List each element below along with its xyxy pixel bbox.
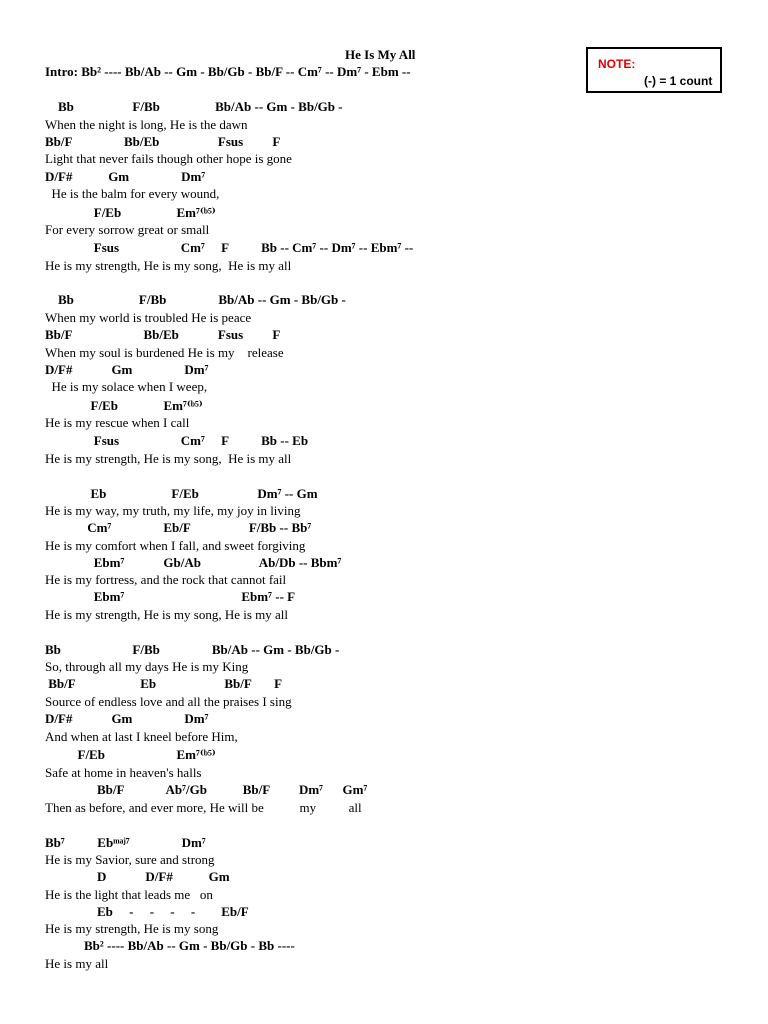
chord-line: D/F# Gm Dm⁷ (45, 169, 206, 184)
chord-line: Bb F/Bb Bb/Ab -- Gm - Bb/Gb - (45, 292, 346, 307)
lyric-line: So, through all my days He is my King (45, 659, 249, 674)
lyric-line: For every sorrow great or small (45, 222, 210, 237)
chord-line: Eb F/Eb Dm⁷ -- Gm (45, 486, 318, 501)
chord-line: Bb⁷ Ebᵐᵃʲ⁷ Dm⁷ (45, 835, 206, 850)
note-label: NOTE: (598, 57, 636, 71)
lyric-line: When my world is troubled He is peace (45, 310, 252, 325)
outro-chords: Bb² ---- Bb/Ab -- Gm - Bb/Gb - Bb ---- (45, 938, 295, 953)
note-box (586, 47, 722, 93)
lyric-line: Safe at home in heaven's halls (45, 765, 202, 780)
lyric-line: He is my way, my truth, my life, my joy in living (45, 503, 301, 518)
chord-line: Bb/F Bb/Eb Fsus F (45, 327, 281, 342)
lyric-line: He is the light that leads me on (45, 887, 213, 902)
chord-line: D D/F# Gm (45, 869, 230, 884)
lyric-line: Then as before, and ever more, He will be my all (45, 800, 362, 815)
chord-line: Eb - - - - Eb/F (45, 904, 249, 919)
intro-chords: Intro: Bb² ---- Bb/Ab -- Gm - Bb/Gb - Bb/F -- Cm⁷ -- Dm⁷ - Ebm -- (45, 64, 411, 79)
chord-line: F/Eb Em⁷⁽ᵇ⁵⁾ (45, 398, 203, 413)
chord-line: Bb/F Bb/Eb Fsus F (45, 134, 281, 149)
chord-line: Bb/F Ab⁷/Gb Bb/F Dm⁷ Gm⁷ (45, 782, 368, 797)
lyric-line: He is my fortress, and the rock that cannot fail (45, 572, 287, 587)
lyric-line: He is my rescue when I call (45, 415, 190, 430)
lyric-line: He is my strength, He is my song, He is my all (45, 607, 289, 622)
chord-line: Bb/F Eb Bb/F F (45, 676, 283, 691)
lyric-line: He is the balm for every wound, (45, 186, 220, 201)
lyric-line: He is my solace when I weep, (45, 379, 208, 394)
chord-line: Cm⁷ Eb/F F/Bb -- Bb⁷ (45, 520, 312, 535)
lyric-line: He is my Savior, sure and strong (45, 852, 215, 867)
chord-line: Bb F/Bb Bb/Ab -- Gm - Bb/Gb - (45, 99, 343, 114)
lyric-line: He is my strength, He is my song, He is my all (45, 451, 292, 466)
chord-line: Fsus Cm⁷ F Bb -- Eb (45, 433, 309, 448)
chord-line: D/F# Gm Dm⁷ (45, 362, 209, 377)
lyric-line: He is my all (45, 956, 109, 971)
chord-line: Fsus Cm⁷ F Bb -- Cm⁷ -- Dm⁷ -- Ebm⁷ -- (45, 240, 414, 255)
chord-line: Bb F/Bb Bb/Ab -- Gm - Bb/Gb - (45, 642, 340, 657)
chord-line: F/Eb Em⁷⁽ᵇ⁵⁾ (45, 747, 216, 762)
chord-line: D/F# Gm Dm⁷ (45, 711, 209, 726)
lyric-line: He is my comfort when I fall, and sweet forgiving (45, 538, 306, 553)
note-text: (-) = 1 count (644, 74, 713, 88)
chord-line: Ebm⁷ Ebm⁷ -- F (45, 589, 296, 604)
lyric-line: When my soul is burdened He is my release (45, 345, 284, 360)
chord-line: F/Eb Em⁷⁽ᵇ⁵⁾ (45, 205, 216, 220)
lyric-line: When the night is long, He is the dawn (45, 117, 248, 132)
lyric-line: Light that never fails though other hope is gone (45, 151, 292, 166)
song-title: He Is My All (345, 47, 416, 62)
lyric-line: And when at last I kneel before Him, (45, 729, 238, 744)
chord-line: Ebm⁷ Gb/Ab Ab/Db -- Bbm⁷ (45, 555, 342, 570)
lyric-line: He is my strength, He is my song, He is my all (45, 258, 292, 273)
lyric-line: Source of endless love and all the praises I sing (45, 694, 292, 709)
lyric-line: He is my strength, He is my song (45, 921, 219, 936)
